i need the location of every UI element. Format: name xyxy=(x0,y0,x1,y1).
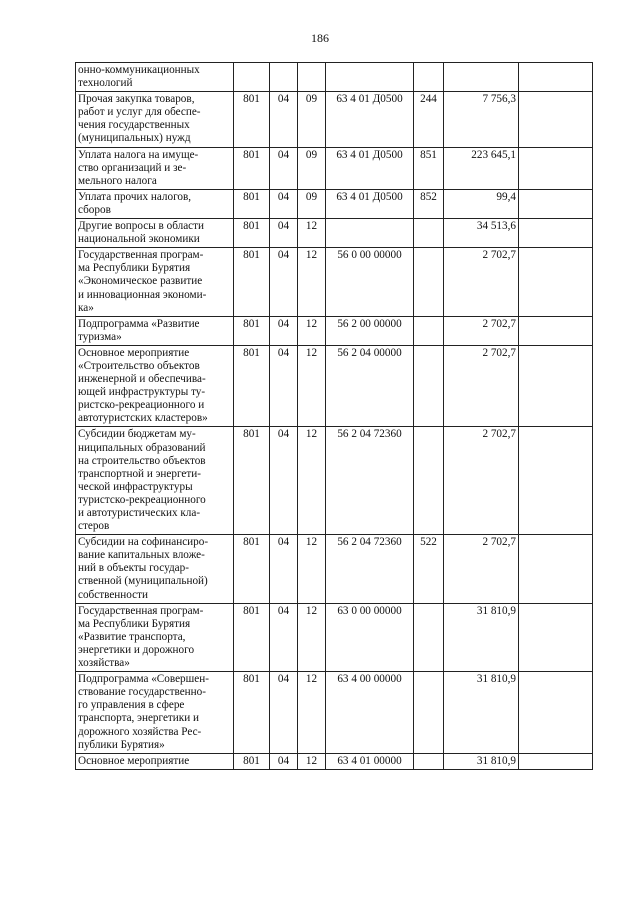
cell-item-name xyxy=(76,345,234,427)
cell-item-name xyxy=(76,219,234,248)
cell-section-code: 04 xyxy=(270,92,298,147)
cell-target-article-code: 63 4 00 00000 xyxy=(326,672,414,754)
item-name-line: инженерной и обеспечива- xyxy=(78,373,206,386)
cell-amount: 34 513,6 xyxy=(444,219,519,248)
cell-empty xyxy=(519,63,593,92)
item-name-line: Подпрограмма «Совершен- xyxy=(78,673,209,686)
cell-ministry-code: 801 xyxy=(234,147,270,189)
cell-amount: 31 810,9 xyxy=(444,672,519,754)
cell-target-article-code: 56 2 04 72360 xyxy=(326,535,414,603)
cell-ministry-code xyxy=(234,63,270,92)
cell-subsection-code: 12 xyxy=(298,345,326,427)
cell-empty xyxy=(519,248,593,316)
item-name-line: публики Бурятия» xyxy=(78,738,165,751)
item-name-line: Уплата прочих налогов, xyxy=(78,190,192,203)
item-name-line: чения государственных xyxy=(78,119,190,132)
cell-expense-type-code xyxy=(414,427,444,535)
cell-ministry-code: 801 xyxy=(234,345,270,427)
cell-ministry-code: 801 xyxy=(234,672,270,754)
item-name-line: ка» xyxy=(78,301,94,314)
table-row xyxy=(76,147,593,189)
cell-subsection-code: 12 xyxy=(298,672,326,754)
cell-item-name xyxy=(76,189,234,218)
table-row xyxy=(76,345,593,427)
cell-ministry-code: 801 xyxy=(234,189,270,218)
cell-target-article-code: 56 2 04 72360 xyxy=(326,427,414,535)
cell-amount: 7 756,3 xyxy=(444,92,519,147)
cell-amount: 2 702,7 xyxy=(444,427,519,535)
cell-section-code: 04 xyxy=(270,316,298,345)
cell-target-article-code: 63 4 01 00000 xyxy=(326,753,414,769)
cell-empty xyxy=(519,147,593,189)
cell-ministry-code: 801 xyxy=(234,219,270,248)
item-name-line: энергетики и дорожного xyxy=(78,643,195,656)
cell-amount: 2 702,7 xyxy=(444,248,519,316)
cell-amount xyxy=(444,63,519,92)
item-name-line: Основное мероприятие xyxy=(78,346,190,359)
item-name-line: Уплата налога на имуще- xyxy=(78,148,199,161)
cell-amount: 223 645,1 xyxy=(444,147,519,189)
item-name-line: транспорта, энергетики и xyxy=(78,712,199,725)
cell-section-code: 04 xyxy=(270,535,298,603)
cell-section-code: 04 xyxy=(270,603,298,671)
cell-subsection-code: 12 xyxy=(298,316,326,345)
table-row xyxy=(76,672,593,754)
cell-target-article-code: 63 4 01 Д0500 xyxy=(326,92,414,147)
table-row xyxy=(76,189,593,218)
item-name-line: ческой инфраструктуры xyxy=(78,480,193,493)
cell-subsection-code: 09 xyxy=(298,147,326,189)
item-name-line: и инновационная экономи- xyxy=(78,288,207,301)
item-name-line: работ и услуг для обеспе- xyxy=(78,106,201,119)
item-name-line: автотуристских кластеров» xyxy=(78,412,208,425)
item-name-line: Государственная програм- xyxy=(78,604,204,617)
cell-ministry-code: 801 xyxy=(234,603,270,671)
cell-subsection-code: 12 xyxy=(298,603,326,671)
cell-ministry-code: 801 xyxy=(234,248,270,316)
item-name-line: Субсидии бюджетам му- xyxy=(78,428,196,441)
cell-ministry-code: 801 xyxy=(234,535,270,603)
cell-target-article-code xyxy=(326,63,414,92)
table-row xyxy=(76,753,593,769)
item-name-line: туристско-рекреационного xyxy=(78,493,206,506)
item-name-line: ний в объекты государ- xyxy=(78,562,189,575)
cell-section-code: 04 xyxy=(270,753,298,769)
table-body xyxy=(76,63,593,770)
table-row xyxy=(76,63,593,92)
cell-amount: 2 702,7 xyxy=(444,345,519,427)
table-row xyxy=(76,427,593,535)
cell-expense-type-code xyxy=(414,316,444,345)
cell-empty xyxy=(519,219,593,248)
cell-expense-type-code: 244 xyxy=(414,92,444,147)
item-name-line: ственной (муниципальной) xyxy=(78,575,208,588)
item-name-line: ющей инфраструктуры ту- xyxy=(78,386,206,399)
table-row xyxy=(76,219,593,248)
cell-item-name xyxy=(76,63,234,92)
cell-empty xyxy=(519,345,593,427)
cell-empty xyxy=(519,316,593,345)
cell-expense-type-code: 851 xyxy=(414,147,444,189)
cell-section-code xyxy=(270,63,298,92)
item-name-line: ристско-рекреационного и xyxy=(78,399,205,412)
cell-item-name xyxy=(76,753,234,769)
table-row xyxy=(76,603,593,671)
cell-subsection-code xyxy=(298,63,326,92)
cell-target-article-code xyxy=(326,219,414,248)
cell-subsection-code: 12 xyxy=(298,219,326,248)
item-name-line: мельного налога xyxy=(78,174,157,187)
cell-section-code: 04 xyxy=(270,189,298,218)
item-name-line: (муниципальных) нужд xyxy=(78,132,191,145)
cell-expense-type-code xyxy=(414,345,444,427)
cell-section-code: 04 xyxy=(270,219,298,248)
item-name-line: ствование государственно- xyxy=(78,686,206,699)
cell-empty xyxy=(519,92,593,147)
item-name-line: на строительство объектов xyxy=(78,454,206,467)
item-name-line: Прочая закупка товаров, xyxy=(78,93,195,106)
item-name-line: Субсидии на софинансиро- xyxy=(78,536,209,549)
item-name-line: вание капитальных вложе- xyxy=(78,549,205,562)
cell-empty xyxy=(519,535,593,603)
cell-item-name xyxy=(76,427,234,535)
cell-expense-type-code: 852 xyxy=(414,189,444,218)
cell-subsection-code: 12 xyxy=(298,427,326,535)
item-name-line: сборов xyxy=(78,203,111,216)
cell-item-name xyxy=(76,147,234,189)
page-number: 186 xyxy=(311,31,329,45)
cell-section-code: 04 xyxy=(270,672,298,754)
item-name-line: ниципальных образований xyxy=(78,441,206,454)
item-name-line: го управления в сфере xyxy=(78,699,185,712)
item-name-line: туризма» xyxy=(78,330,122,343)
cell-target-article-code: 56 2 00 00000 xyxy=(326,316,414,345)
item-name-line: «Развитие транспорта, xyxy=(78,630,186,643)
cell-item-name xyxy=(76,248,234,316)
cell-target-article-code: 56 2 04 00000 xyxy=(326,345,414,427)
cell-expense-type-code xyxy=(414,753,444,769)
cell-target-article-code: 63 4 01 Д0500 xyxy=(326,189,414,218)
table-row xyxy=(76,316,593,345)
cell-empty xyxy=(519,427,593,535)
item-name-line: технологий xyxy=(78,77,133,90)
cell-section-code: 04 xyxy=(270,427,298,535)
item-name-line: ма Республики Бурятия xyxy=(78,617,191,630)
cell-expense-type-code xyxy=(414,248,444,316)
cell-amount: 99,4 xyxy=(444,189,519,218)
budget-table xyxy=(75,62,593,770)
item-name-line: Подпрограмма «Развитие xyxy=(78,317,200,330)
cell-section-code: 04 xyxy=(270,248,298,316)
cell-expense-type-code xyxy=(414,63,444,92)
table-row xyxy=(76,248,593,316)
cell-expense-type-code xyxy=(414,219,444,248)
cell-empty xyxy=(519,753,593,769)
item-name-line: дорожного хозяйства Рес- xyxy=(78,725,202,738)
item-name-line: собственности xyxy=(78,588,148,601)
cell-expense-type-code: 522 xyxy=(414,535,444,603)
cell-item-name xyxy=(76,92,234,147)
item-name-line: Основное мероприятие xyxy=(78,754,190,767)
cell-ministry-code: 801 xyxy=(234,427,270,535)
cell-target-article-code: 63 0 00 00000 xyxy=(326,603,414,671)
cell-empty xyxy=(519,603,593,671)
cell-amount: 2 702,7 xyxy=(444,535,519,603)
cell-amount: 31 810,9 xyxy=(444,603,519,671)
item-name-line: онно-коммуникационных xyxy=(78,64,200,76)
cell-subsection-code: 09 xyxy=(298,189,326,218)
cell-item-name xyxy=(76,535,234,603)
item-name-line: Другие вопросы в области xyxy=(78,220,205,233)
cell-section-code: 04 xyxy=(270,147,298,189)
cell-empty xyxy=(519,189,593,218)
cell-amount: 2 702,7 xyxy=(444,316,519,345)
cell-item-name xyxy=(76,316,234,345)
cell-ministry-code: 801 xyxy=(234,316,270,345)
table-row xyxy=(76,535,593,603)
cell-target-article-code: 56 0 00 00000 xyxy=(326,248,414,316)
cell-ministry-code: 801 xyxy=(234,92,270,147)
item-name-line: ство организаций и зе- xyxy=(78,161,187,174)
item-name-line: стеров xyxy=(78,520,110,533)
cell-subsection-code: 12 xyxy=(298,753,326,769)
item-name-line: «Строительство объектов xyxy=(78,359,200,372)
item-name-line: и автотуристических кла- xyxy=(78,507,201,519)
cell-item-name xyxy=(76,672,234,754)
cell-expense-type-code xyxy=(414,672,444,754)
cell-empty xyxy=(519,672,593,754)
cell-subsection-code: 12 xyxy=(298,248,326,316)
item-name-line: транспортной и энергети- xyxy=(78,467,201,480)
cell-section-code: 04 xyxy=(270,345,298,427)
item-name-line: Государственная програм- xyxy=(78,249,204,262)
cell-expense-type-code xyxy=(414,603,444,671)
cell-ministry-code: 801 xyxy=(234,753,270,769)
item-name-line: ма Республики Бурятия xyxy=(78,262,191,275)
cell-subsection-code: 09 xyxy=(298,92,326,147)
item-name-line: национальной экономики xyxy=(78,233,200,246)
cell-target-article-code: 63 4 01 Д0500 xyxy=(326,147,414,189)
cell-subsection-code: 12 xyxy=(298,535,326,603)
cell-amount: 31 810,9 xyxy=(444,753,519,769)
item-name-line: хозяйства» xyxy=(78,657,130,670)
item-name-line: «Экономическое развитие xyxy=(78,275,203,288)
table-row xyxy=(76,92,593,147)
cell-item-name xyxy=(76,603,234,671)
